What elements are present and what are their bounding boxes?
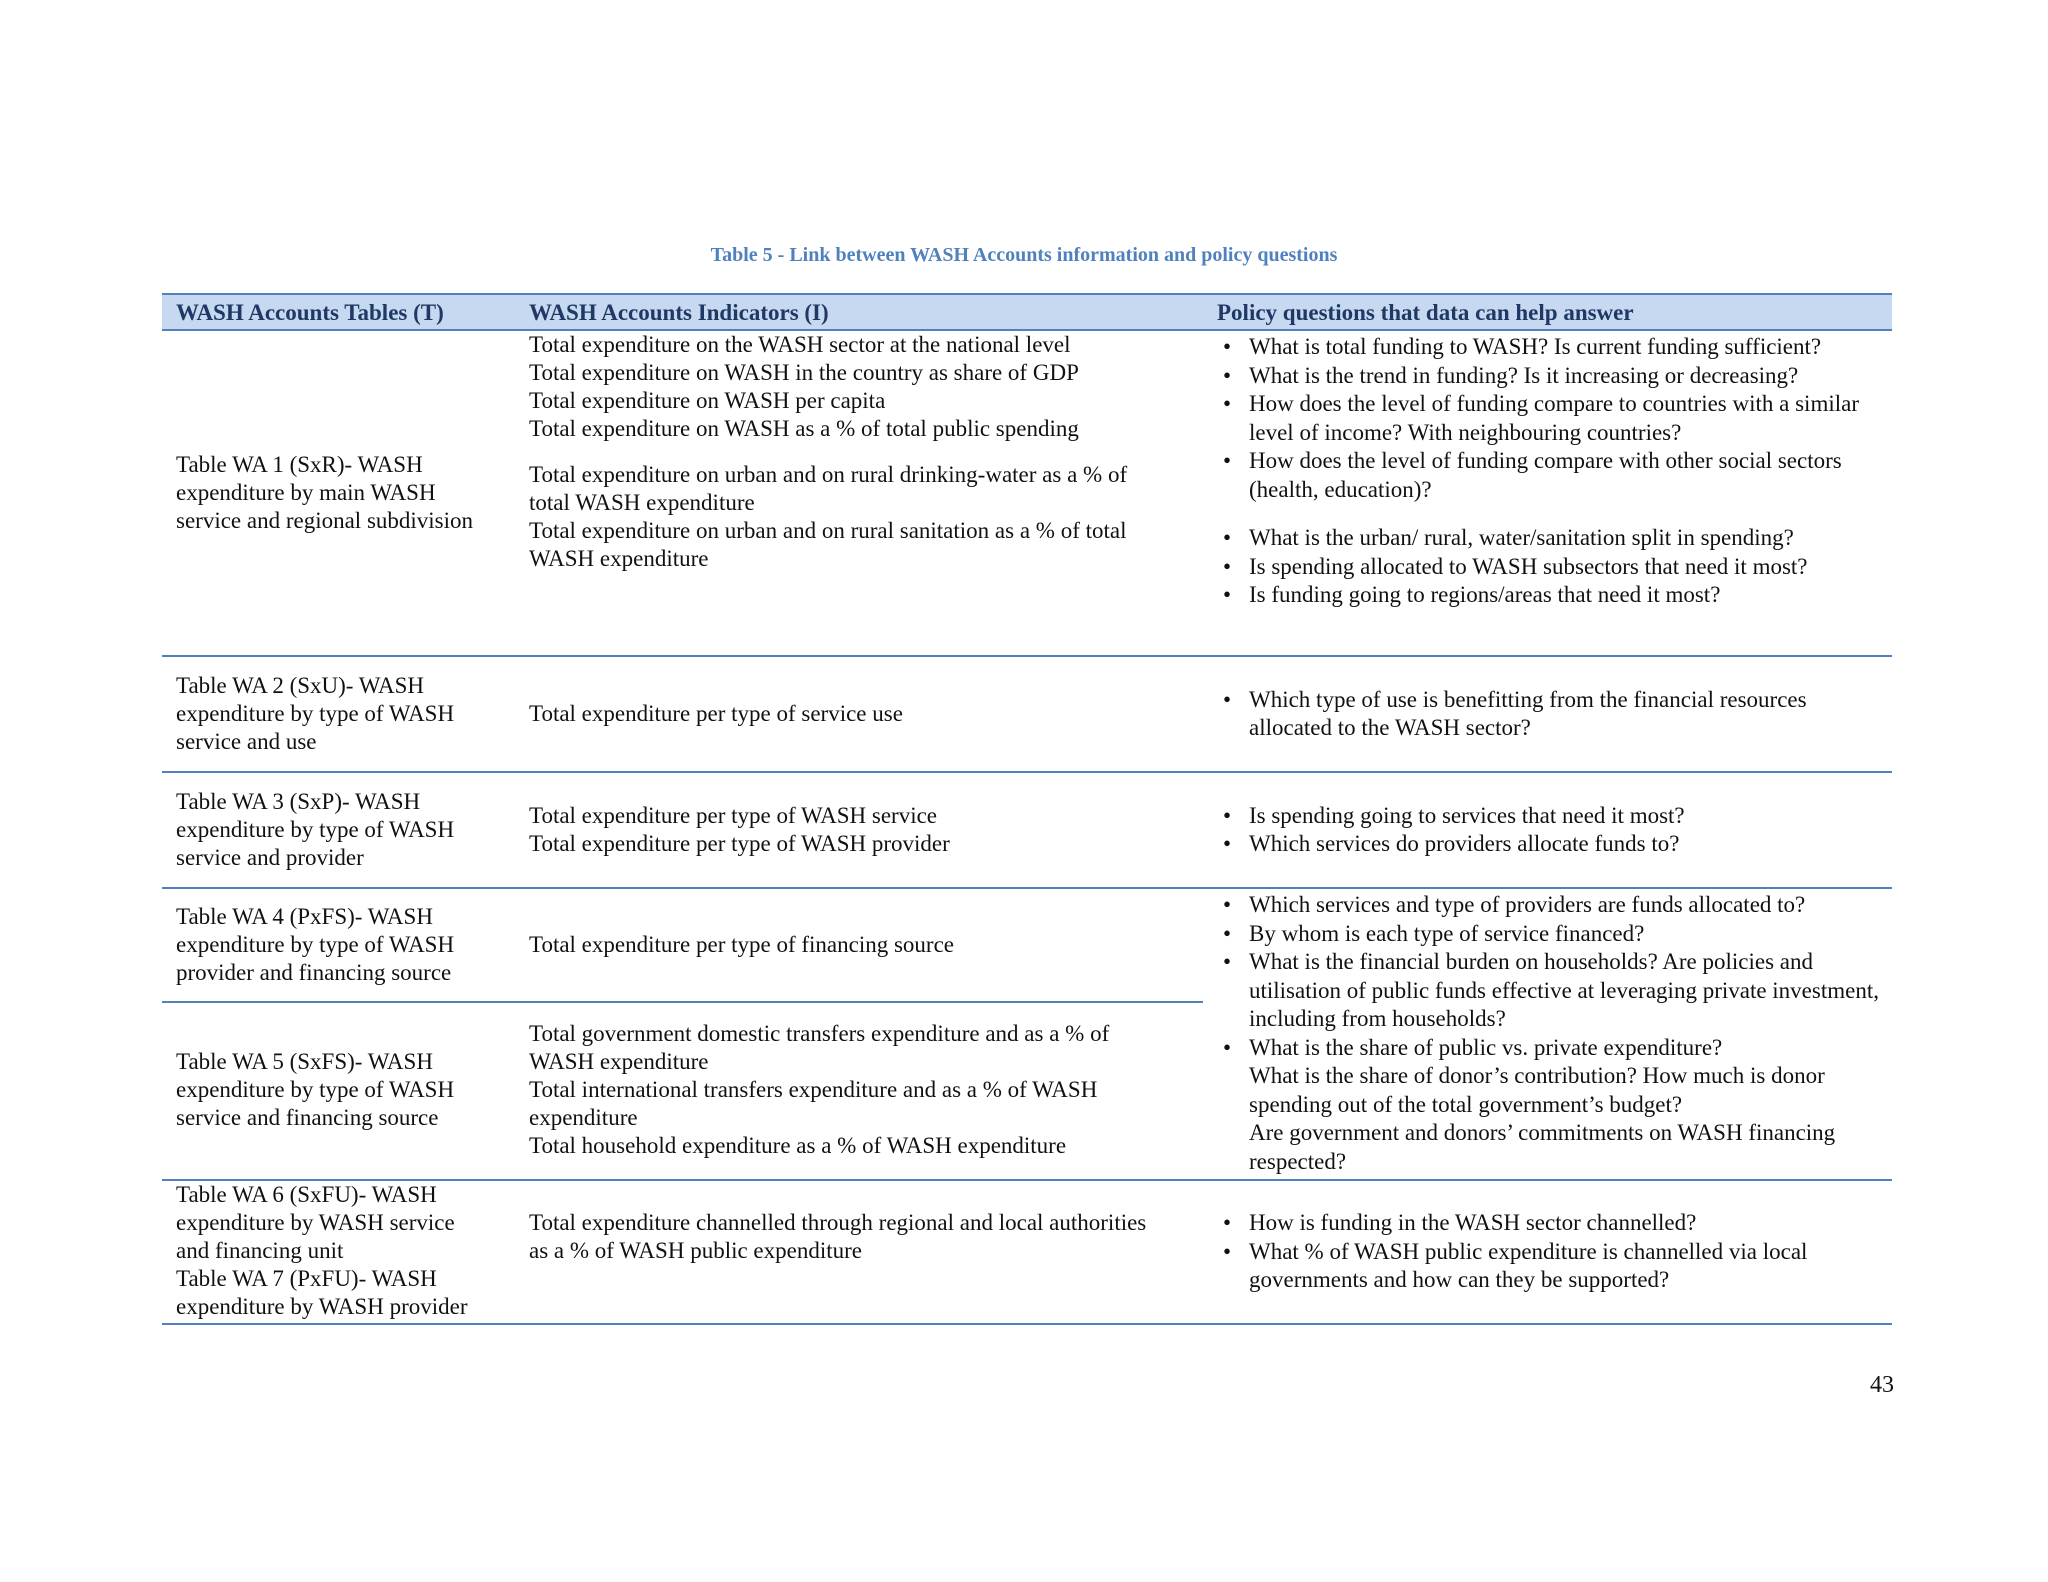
table-cell-indicators xyxy=(515,331,1203,655)
list-item: • What % of WASH public expenditure is channelled via local governments and how can they be supported? xyxy=(1217,1238,1892,1295)
table-cell-questions xyxy=(1203,657,1892,771)
table-header-row xyxy=(162,293,1892,331)
list-item: • Which services do providers allocate funds to? xyxy=(1217,830,1685,859)
list-item: • What is the financial burden on households? Are policies and utilisation of public funds effective at leveraging private investment, including from households? xyxy=(1217,948,1892,1034)
list-item: • What is the trend in funding? Is it increasing or decreasing? xyxy=(1217,362,1892,391)
list-item: • How is funding in the WASH sector channelled? xyxy=(1217,1209,1892,1238)
table-row-group xyxy=(162,889,1892,1181)
table-cell-indicators: Total expenditure per type of service use xyxy=(529,701,903,726)
table-caption: Table 5 - Link between WASH Accounts information and policy questions xyxy=(710,244,1338,266)
list-item: • Is funding going to regions/areas that need it most? xyxy=(1217,581,1892,610)
table-row xyxy=(162,657,1892,773)
question-list xyxy=(1203,891,1892,1176)
list-item: • By whom is each type of service financed? xyxy=(1217,920,1892,949)
table-cell-indicators: Total government domestic transfers expenditure and as a % of WASH expenditure Total international transfers expenditure and as a % of WASH expenditure Total household expenditure as a % of WASH expenditure xyxy=(529,1021,1110,1158)
table-row xyxy=(162,773,1892,889)
list-item: • What is total funding to WASH? Is current funding sufficient? xyxy=(1217,333,1892,362)
table-cell-questions xyxy=(1203,889,1892,1179)
header-tables: WASH Accounts Tables (T) xyxy=(176,300,444,325)
list-item: • Which type of use is benefitting from the financial resources allocated to the WASH sector? xyxy=(1217,686,1892,743)
list-item: • Which services and type of providers are funds allocated to? xyxy=(1217,891,1892,920)
list-item-continuation: What is the share of donor’s contribution? How much is donor spending out of the total government’s budget? Are government and donors’ commitments on WASH financing respected? xyxy=(1249,1063,1836,1174)
table-row xyxy=(162,1181,1892,1325)
merged-left xyxy=(162,889,1203,1179)
list-item: • How does the level of funding compare with other social sectors (health, education)? xyxy=(1217,447,1892,504)
table-cell-tables: Table WA 2 (SxU)- WASH expenditure by type of WASH service and use xyxy=(176,673,455,754)
table-cell-questions xyxy=(1203,1181,1892,1323)
header-questions: Policy questions that data can help answer xyxy=(1217,300,1634,325)
table-cell-tables: Table WA 6 (SxFU)- WASH expenditure by WASH service and financing unit Table WA 7 (PxFU)- WASH expenditure by WASH provider xyxy=(176,1182,468,1319)
question-list xyxy=(1203,333,1892,610)
list-item: • How does the level of funding compare to countries with a similar level of income? With neighbouring countries? xyxy=(1217,390,1892,447)
table-cell-tables: Table WA 5 (SxFS)- WASH expenditure by type of WASH service and financing source xyxy=(176,1049,455,1130)
table-cell-indicators: Total expenditure per type of financing source xyxy=(515,889,1203,1003)
indicators-text: Total expenditure on urban and on rural drinking-water as a % of total WASH expenditure Total expenditure on urban and on rural sanitation as a % of total WASH expenditure xyxy=(529,462,1128,571)
table-cell-indicators: Total expenditure channelled through regional and local authorities as a % of WASH public expenditure xyxy=(529,1210,1147,1263)
table-cell-questions xyxy=(1203,773,1892,887)
table-row xyxy=(162,331,1892,657)
list-item: • Is spending allocated to WASH subsectors that need it most? xyxy=(1217,553,1892,582)
page-number: 43 xyxy=(1870,1372,1894,1398)
policy-table xyxy=(162,293,1892,1325)
header-indicators: WASH Accounts Indicators (I) xyxy=(529,300,829,325)
question-list xyxy=(1203,686,1892,743)
table-cell-indicators: Total expenditure per type of WASH service Total expenditure per type of WASH provider xyxy=(529,803,950,856)
table-cell-questions xyxy=(1203,331,1892,655)
table-cell-tables: Table WA 4 (PxFS)- WASH expenditure by type of WASH provider and financing source xyxy=(162,889,515,1003)
question-list xyxy=(1203,1209,1892,1295)
list-item: • Is spending going to services that need it most? xyxy=(1217,802,1685,831)
question-list xyxy=(1203,802,1685,859)
list-item: • What is the urban/ rural, water/sanitation split in spending? xyxy=(1217,524,1892,553)
table-cell-tables: Table WA 1 (SxR)- WASH expenditure by main WASH service and regional subdivision xyxy=(176,452,474,533)
indicators-text: Total expenditure on the WASH sector at the national level Total expenditure on WASH in the country as share of GDP Total expenditure on WASH per capita Total expenditure on WASH as a % of total public spending xyxy=(529,332,1079,441)
list-item: • What is the share of public vs. private expenditure? xyxy=(1217,1034,1892,1063)
table-cell-tables: Table WA 3 (SxP)- WASH expenditure by type of WASH service and provider xyxy=(176,789,455,870)
